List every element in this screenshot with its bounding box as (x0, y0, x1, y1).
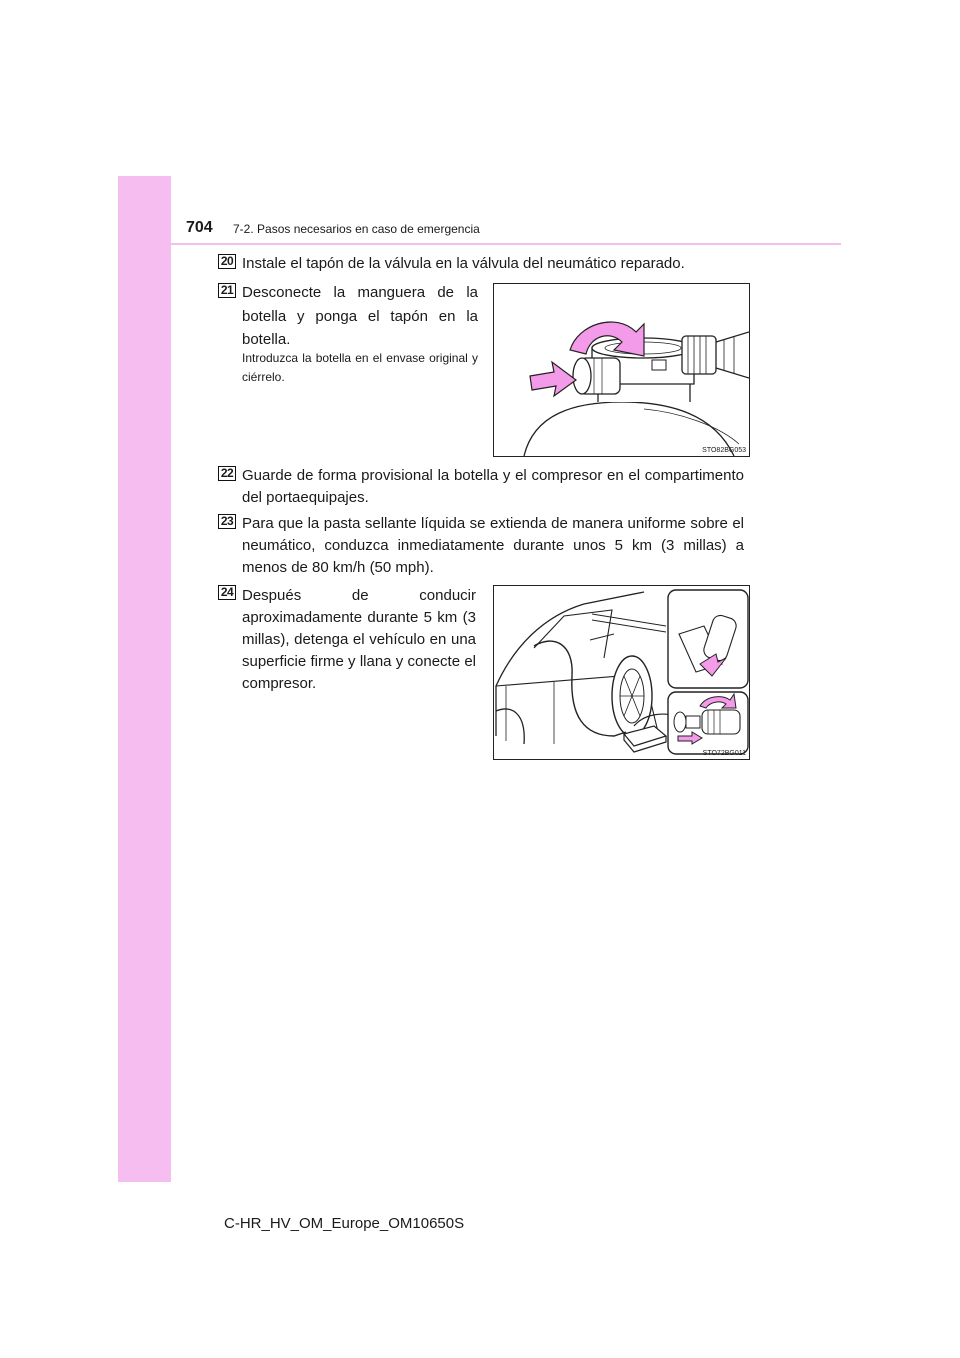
bottle-cap-illustration (493, 283, 750, 457)
step-21-note: Introduzca la botella en el envase original y ciérrelo. (242, 351, 478, 384)
step-number-22: 22 (218, 466, 236, 481)
step-number-24: 24 (218, 585, 236, 600)
section-title: 7-2. Pasos necesarios en caso de emergencia (233, 222, 480, 236)
step-number-20: 20 (218, 254, 236, 269)
document-id: C-HR_HV_OM_Europe_OM10650S (224, 1215, 465, 1232)
step-21-text: Desconecte la manguera de la botella y ponga el tapón en la botella. (242, 284, 478, 348)
figure-code: STO72BG011 (702, 750, 746, 757)
push-arrow-icon (530, 362, 576, 396)
step-number-21: 21 (218, 283, 236, 298)
step-22-text: Guarde de forma provisional la botella y el compresor en el compartimento del portaequipajes. (242, 467, 744, 506)
step-number-23: 23 (218, 514, 236, 529)
side-tab-bar (118, 176, 171, 1182)
step-20-text: Instale el tapón de la válvula en la válvula del neumático reparado. (242, 255, 685, 272)
bottle-cap-drawing (494, 284, 749, 456)
header-rule (171, 243, 841, 245)
compressor-connection-illustration (493, 585, 750, 760)
step-24-text: Después de conducir aproximadamente durante 5 km (3 millas), detenga el vehículo en una superficie firme y llana y conecte el compresor. (242, 587, 476, 692)
figure-code: STO82BG053 (702, 447, 746, 454)
step-23-text: Para que la pasta sellante líquida se extienda de manera uniforme sobre el neumático, conduzca inmediatamente durante unos 5 km (3 millas) a menos de 80 km/h (50 mph). (242, 515, 744, 576)
car-compressor-drawing (494, 586, 749, 759)
page-number: 704 (186, 219, 213, 236)
